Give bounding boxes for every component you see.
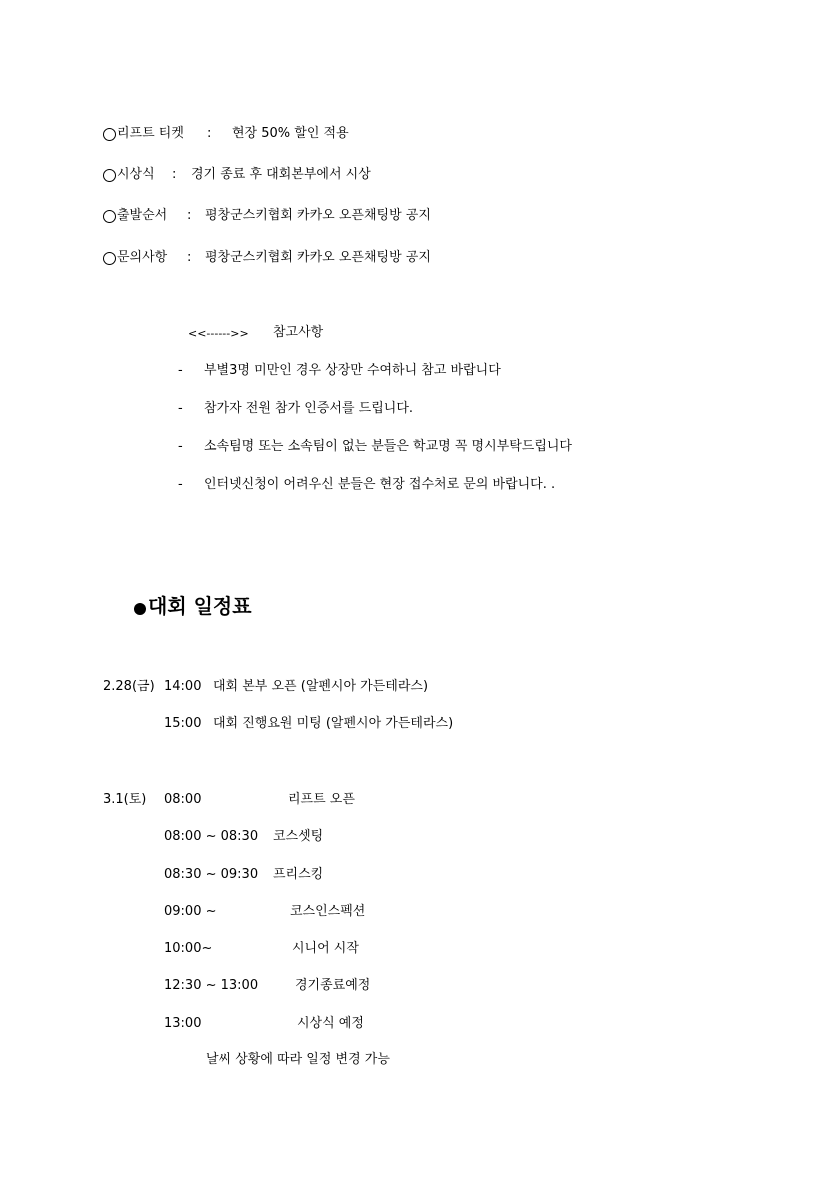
- circle-bullet-icon: [103, 128, 116, 141]
- info-label: 시상식: [117, 167, 155, 182]
- schedule-event: 대회 진행요원 미팅 (알펜시아 가든테라스): [213, 716, 454, 731]
- note-dash: -: [178, 439, 183, 454]
- schedule-date: 3.1(토): [103, 792, 147, 807]
- schedule-event: 시상식 예정: [297, 1016, 364, 1031]
- schedule-time: 08:30 ~ 09:30: [164, 867, 259, 882]
- info-value: 평창군스키협회 카카오 오픈채팅방 공지: [205, 208, 431, 223]
- schedule-date: 2.28(금): [103, 679, 155, 694]
- schedule-time: 13:00: [164, 1016, 202, 1031]
- schedule-time: 15:00: [164, 716, 202, 731]
- info-label: 출발순서: [117, 208, 168, 223]
- schedule-time: 09:00 ~: [164, 904, 217, 919]
- circle-bullet-icon: [103, 252, 116, 265]
- info-separator: :: [207, 126, 212, 141]
- info-value: 경기 종료 후 대회본부에서 시상: [191, 167, 371, 182]
- info-label: 리프트 티켓: [117, 126, 184, 141]
- notes-arrow: <<------>>: [188, 327, 249, 340]
- note-dash: -: [178, 401, 183, 416]
- schedule-event: 경기종료예정: [295, 978, 371, 993]
- schedule-footnote: 날씨 상황에 따라 일정 변경 가능: [206, 1052, 390, 1067]
- note-item: 인터넷신청이 어려우신 분들은 현장 접수처로 문의 바랍니다. .: [204, 477, 556, 492]
- filled-circle-bullet-icon: [134, 603, 146, 615]
- note-item: 참가자 전원 참가 인증서를 드립니다.: [204, 401, 414, 416]
- info-separator: :: [187, 250, 192, 265]
- schedule-event: 리프트 오픈: [288, 792, 355, 807]
- circle-bullet-icon: [103, 210, 116, 223]
- notes-title: 참고사항: [273, 325, 324, 340]
- info-separator: :: [187, 208, 192, 223]
- note-item: 소속팀명 또는 소속팀이 없는 분들은 학교명 꼭 명시부탁드립니다: [204, 439, 572, 454]
- schedule-time: 08:00: [164, 792, 202, 807]
- info-value: 평창군스키협회 카카오 오픈채팅방 공지: [205, 250, 431, 265]
- schedule-event: 시니어 시작: [292, 941, 359, 956]
- info-value: 현장 50% 할인 적용: [232, 126, 349, 141]
- schedule-time: 12:30 ~ 13:00: [164, 978, 259, 993]
- schedule-time: 08:00 ~ 08:30: [164, 829, 259, 844]
- info-label: 문의사항: [117, 250, 168, 265]
- circle-bullet-icon: [103, 169, 116, 182]
- schedule-time: 14:00: [164, 679, 202, 694]
- info-separator: :: [172, 167, 177, 182]
- schedule-event: 코스인스펙션: [290, 904, 366, 919]
- note-dash: -: [178, 363, 183, 378]
- schedule-heading: 대회 일정표: [148, 594, 252, 618]
- schedule-event: 프리스킹: [273, 867, 324, 882]
- schedule-time: 10:00~: [164, 941, 213, 956]
- schedule-event: 코스셋팅: [273, 829, 324, 844]
- note-dash: -: [178, 477, 183, 492]
- note-item: 부별3명 미만인 경우 상장만 수여하니 참고 바랍니다: [204, 363, 501, 378]
- schedule-event: 대회 본부 오픈 (알펜시아 가든테라스): [213, 679, 429, 694]
